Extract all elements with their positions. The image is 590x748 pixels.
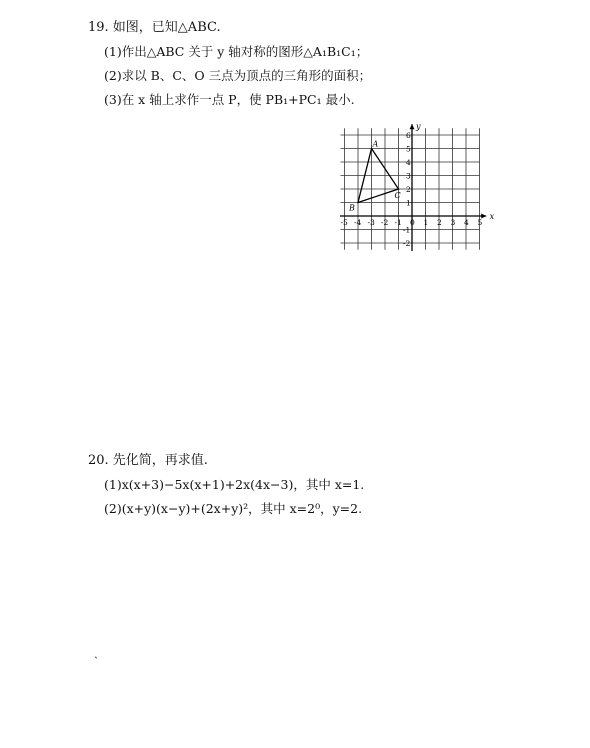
label-a: A bbox=[372, 139, 379, 149]
q20-part2: (2)(x+y)(x−y)+(2x+y)²，其中 x=2⁰，y=2. bbox=[104, 501, 363, 516]
x-tick-label: 5 bbox=[477, 218, 483, 227]
y-tick-label: -1 bbox=[403, 225, 411, 235]
q19-part2: (2)求以 B、C、O 三点为顶点的三角形的面积； bbox=[104, 68, 372, 83]
x-axis-label: x bbox=[489, 212, 495, 221]
y-tick-label: 1 bbox=[406, 198, 411, 208]
q19-part1: (1)作出△ABC 关于 y 轴对称的图形△A₁B₁C₁； bbox=[104, 44, 369, 59]
q19-title: 19. 如图，已知△ABC. bbox=[88, 20, 221, 35]
q19-part3: (3)在 x 轴上求作一点 P，使 PB₁+PC₁ 最小. bbox=[104, 92, 355, 107]
x-tick-label: 1 bbox=[423, 218, 429, 227]
x-tick-label: -1 bbox=[394, 218, 402, 227]
x-tick-label: 4 bbox=[464, 218, 469, 227]
y-tick-label: 3 bbox=[406, 171, 411, 181]
x-tick-label: 0 bbox=[410, 218, 415, 227]
q20-title: 20. 先化简，再求值. bbox=[88, 453, 208, 468]
y-tick-label: 6 bbox=[406, 131, 411, 140]
q20-part1: (1)x(x+3)−5x(x+1)+2x(4x−3)，其中 x=1. bbox=[104, 477, 365, 492]
coordinate-grid-svg bbox=[340, 118, 500, 258]
x-tick-label: -5 bbox=[340, 218, 348, 227]
x-tick-label: 2 bbox=[437, 218, 442, 227]
axes bbox=[340, 122, 495, 251]
triangle-abc bbox=[348, 140, 401, 213]
label-b: B bbox=[349, 203, 355, 213]
y-tick-label: 5 bbox=[406, 144, 411, 154]
stray-pen-mark: ˏ bbox=[94, 645, 98, 659]
y-tick-label: 4 bbox=[406, 158, 411, 167]
x-tick-label: -2 bbox=[381, 218, 389, 227]
y-axis-label: y bbox=[416, 122, 421, 132]
y-axis-arrow bbox=[410, 124, 415, 129]
x-tick-label: -4 bbox=[354, 218, 362, 227]
coordinate-grid-figure bbox=[340, 118, 500, 258]
y-tick-label: -2 bbox=[403, 239, 411, 248]
x-tick-label: 3 bbox=[450, 218, 456, 227]
x-tick-label: -3 bbox=[367, 218, 375, 227]
label-c: C bbox=[394, 191, 401, 200]
y-tick-label: 2 bbox=[406, 185, 411, 194]
